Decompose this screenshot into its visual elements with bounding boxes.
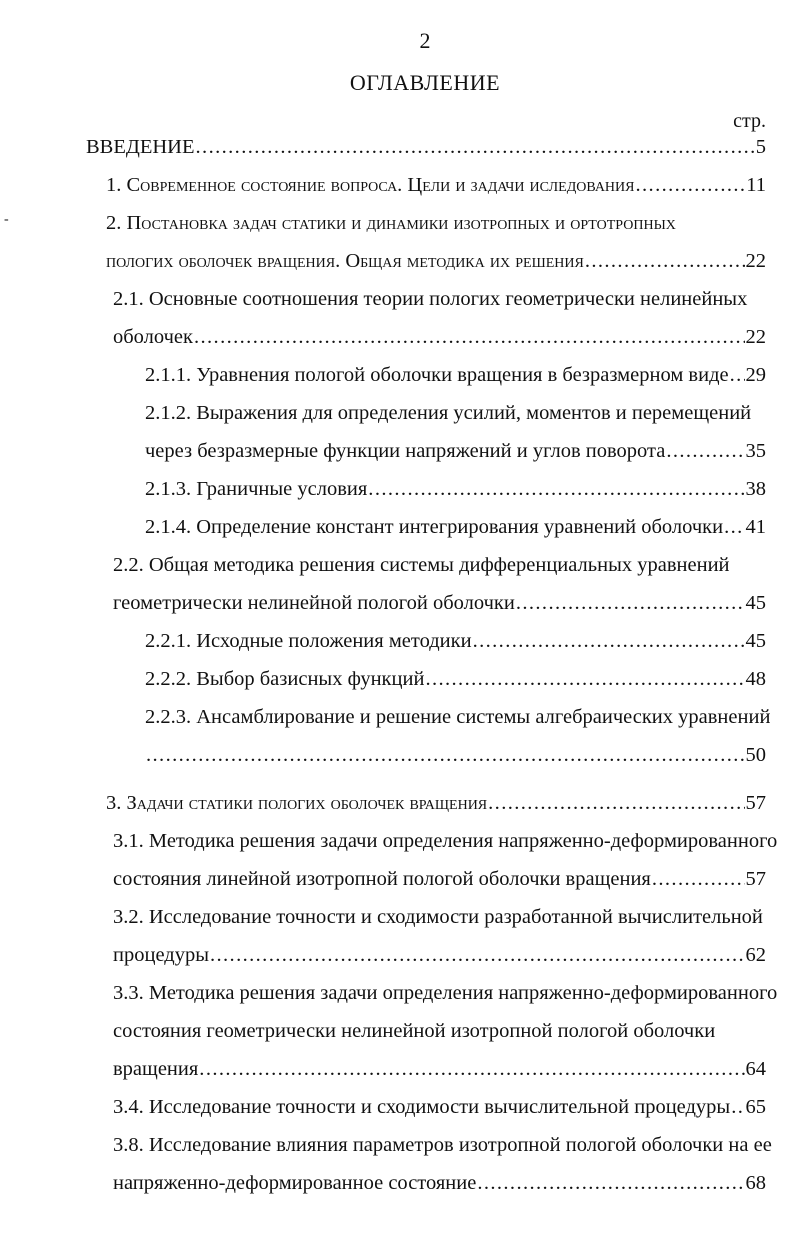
dot-leader (724, 508, 744, 546)
toc-entry-section-2-2-3 (0, 698, 796, 774)
toc-entry-chapter-1 (0, 166, 796, 204)
toc-entry-title: 3.1. Методика решения задачи определения напряженно-деформированного (113, 830, 778, 852)
toc-entry-title-continued: пологих оболочек вращения. Общая методика их решения (106, 250, 584, 272)
dot-leader (488, 784, 744, 822)
toc-entry-title-continued: состояния линейной изотропной пологой оболочки вращения (113, 868, 651, 890)
toc-entry-page: 38 (745, 478, 766, 500)
toc-entry-page: 65 (745, 1096, 766, 1118)
toc-entry-title: 2.2.1. Исходные положения методики (145, 630, 472, 652)
toc-entry-page: 45 (745, 592, 766, 614)
toc-entry-title: 1. Современное состояние вопроса. Цели и задачи иследования (106, 174, 635, 196)
toc-entry-chapter-2 (0, 204, 796, 280)
toc-entry-page: 41 (745, 516, 766, 538)
page-title: ОГЛАВЛЕНИЕ (349, 70, 501, 95)
toc-entry-page: 64 (745, 1058, 766, 1080)
toc-entry-title: 2.1.4. Определение констант интегрирования уравнений оболочки (145, 516, 724, 538)
dot-leader (194, 318, 745, 356)
toc-entry-introduction (0, 128, 796, 166)
dot-leader (636, 166, 746, 204)
toc-entry-page: 29 (745, 364, 766, 386)
toc-entry-page: 68 (745, 1172, 766, 1194)
toc-entry-title: 2.1.1. Уравнения пологой оболочки вращения в безразмерном виде (145, 364, 729, 386)
toc-entry-title: 2.2.3. Ансамблирование и решение системы алгебраических уравнений (145, 706, 771, 728)
toc-entry-title: 3.8. Исследование влияния параметров изотропной пологой оболочки на ее (113, 1134, 772, 1156)
toc-entry-section-3-8 (0, 1126, 796, 1202)
toc-entry-chapter-3 (0, 784, 796, 822)
toc-entry-title: 3.2. Исследование точности и сходимости разработанной вычислительной (113, 906, 763, 928)
toc-entry-title-continued: через безразмерные функции напряжений и углов поворота (145, 440, 666, 462)
dot-leader (585, 242, 745, 280)
toc-entry-page: 57 (745, 792, 766, 814)
toc-entry-page: 45 (745, 630, 766, 652)
dot-leader (730, 356, 745, 394)
toc-entry-section-2-2-1 (0, 622, 796, 660)
dot-leader (516, 584, 745, 622)
toc-entry-title: 2.2.2. Выбор базисных функций (145, 668, 425, 690)
dot-leader (196, 128, 755, 166)
toc-entry-section-2-1-2 (0, 394, 796, 470)
page-number: 2 (419, 28, 431, 53)
toc-entry-page: 22 (745, 250, 766, 272)
toc-entry-page: 35 (745, 440, 766, 462)
toc-entry-title: 2.1.3. Граничные условия (145, 478, 368, 500)
dot-leader (473, 622, 745, 660)
dot-leader (199, 1050, 744, 1088)
toc-entry-title: 2.1.2. Выражения для определения усилий, моментов и перемещений (145, 402, 752, 424)
toc-entry-page: 62 (745, 944, 766, 966)
toc-entry-section-3-4 (0, 1088, 796, 1126)
dot-leader (731, 1088, 744, 1126)
toc-entry-section-3-3 (0, 974, 796, 1088)
toc-entry-page: 22 (745, 326, 766, 348)
toc-entry-title: 2.2. Общая методика решения системы дифференциальных уравнений (113, 554, 730, 576)
toc-entry-page: 48 (745, 668, 766, 690)
margin-mark: - (4, 212, 9, 227)
toc-entry-title: 2.1. Основные соотношения теории пологих геометрически нелинейных (113, 288, 748, 310)
toc-entry-section-2-1-3 (0, 470, 796, 508)
toc-entry-title-continued: процедуры (113, 944, 209, 966)
toc-entry-title: 3. Задачи статики пологих оболочек вращения (106, 792, 488, 814)
dot-leader (477, 1164, 744, 1202)
toc-entry-page: 11 (746, 174, 766, 196)
toc-entry-title-continued: состояния геометрически нелинейной изотропной пологой оболочки (113, 1020, 716, 1042)
toc-entry-section-2-1-1 (0, 356, 796, 394)
toc-entry-section-2-1 (0, 280, 796, 356)
toc-entry-title: ВВЕДЕНИЕ (86, 136, 195, 158)
toc-entry-section-2-2-2 (0, 660, 796, 698)
toc-entry-title: 3.4. Исследование точности и сходимости вычислительной процедуры (113, 1096, 731, 1118)
toc-entry-title-continued: вращения (113, 1058, 199, 1080)
table-of-contents (0, 128, 796, 1202)
dot-leader (666, 432, 744, 470)
toc-entry-page: 57 (745, 868, 766, 890)
dot-leader (425, 660, 744, 698)
toc-entry-title: 2. Постановка задач статики и динамики изотропных и ортотропных (106, 212, 676, 234)
dot-leader (368, 470, 744, 508)
toc-entry-title: 3.3. Методика решения задачи определения напряженно-деформированного (113, 982, 778, 1004)
toc-entry-title-continued: напряженно-деформированное состояние (113, 1172, 477, 1194)
toc-entry-section-2-1-4 (0, 508, 796, 546)
dot-leader (146, 736, 745, 774)
toc-entry-page: 50 (745, 744, 766, 766)
toc-entry-title-continued: геометрически нелинейной пологой оболочки (113, 592, 515, 614)
toc-entry-page: 5 (755, 136, 766, 158)
toc-entry-section-2-2 (0, 546, 796, 622)
page-column-label: стр. (733, 110, 766, 132)
dot-leader (652, 860, 745, 898)
toc-entry-title-continued: оболочек (113, 326, 193, 348)
toc-entry-section-3-1 (0, 822, 796, 898)
dot-leader (210, 936, 745, 974)
toc-entry-section-3-2 (0, 898, 796, 974)
